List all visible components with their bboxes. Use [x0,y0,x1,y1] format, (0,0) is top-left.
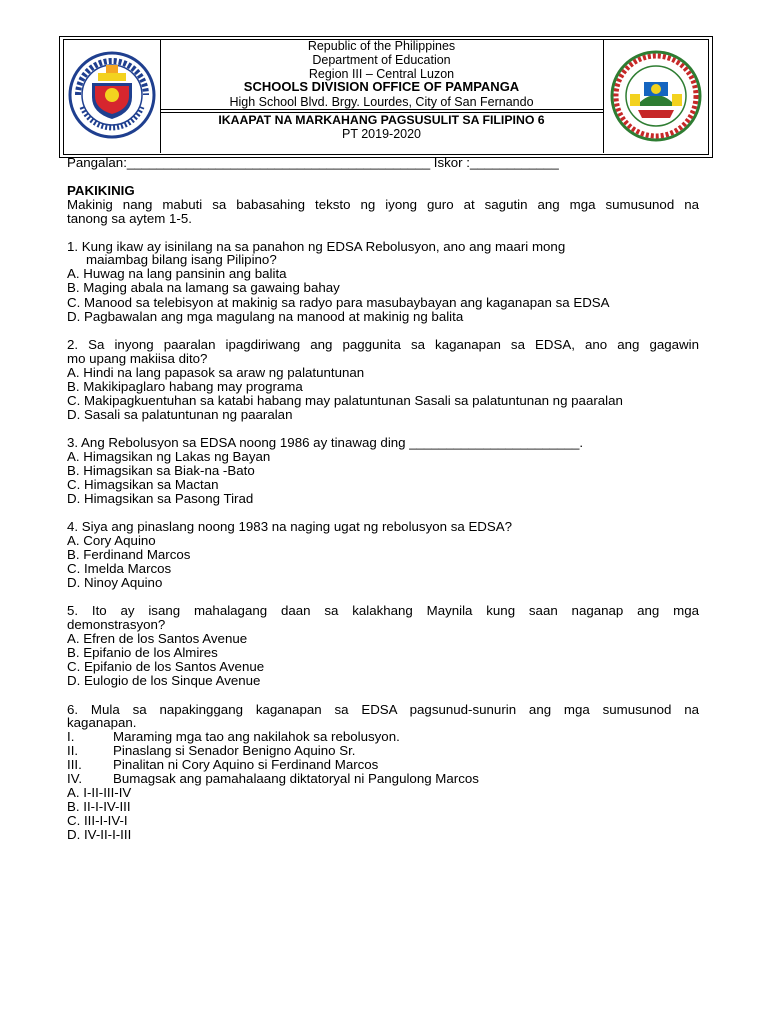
q6-choice-a: A. I-II-III-IV [67,785,132,800]
deped-seal-icon [68,43,156,147]
q3-stem: 3. Ang Rebolusyon sa EDSA noong 1986 ay tinawag ding _______________________. [67,435,584,450]
q6-choice-d: D. IV-II-I-III [67,827,132,842]
q3-choice-d: D. Himagsikan sa Pasong Tirad [67,491,254,506]
q5-choice-d: D. Eulogio de los Sinque Avenue [67,673,261,688]
q1-choice-a: A. Huwag na lang pansinin ang balita [67,266,287,281]
q6-event-1-num: I. [67,729,75,744]
q3-choice-b: B. Himagsikan sa Biak-na -Bato [67,463,255,478]
q6-event-3-text: Pinalitan ni Cory Aquino si Ferdinand Marcos [113,757,379,772]
q3-choice-c: C. Himagsikan sa Mactan [67,477,219,492]
instruction-line-1: Makinig nang mabuti sa babasahing teksto ng iyong guro at sagutin ang mga sumusunod na [67,197,699,212]
q2-stem-line-1: 2. Sa inyong paaralan ipagdiriwang ang paggunita sa kaganapan sa EDSA, ano ang gagawin [67,337,699,352]
header-address: High School Blvd. Brgy. Lourdes, City of San Fernando [229,95,534,109]
header-divider-right [603,39,604,153]
q2-choice-a: A. Hindi na lang papasok sa araw ng palatuntunan [67,365,365,380]
q4-stem: 4. Siya ang pinaslang noong 1983 na naging ugat ng rebolusyon sa EDSA? [67,519,513,534]
instruction-line-2: tanong sa aytem 1-5. [67,211,192,226]
q1-choice-c: C. Manood sa telebisyon at makinig sa radyo para masubaybayan ang kaganapan sa EDSA [67,295,610,310]
q2-choice-c: C. Makipagkuentuhan sa katabi habang may palatuntunan Sasali sa palatuntunan ng paaralan [67,393,623,408]
header-republic: Republic of the Philippines [307,39,456,53]
division-seal-icon [608,44,704,148]
deped-seal-left [68,43,156,152]
q6-event-2-num: II. [67,743,79,758]
q3-choice-a: A. Himagsikan ng Lakas ng Bayan [67,449,271,464]
q6-event-4-text: Bumagsak ang pamahalaang diktatoryal ni Pangulong Marcos [113,771,479,786]
header-rule-top [160,109,603,110]
q6-event-1-text: Maraming mga tao ang nakilahok sa rebolusyon. [113,729,400,744]
q2-stem-line-2: mo upang makiisa dito? [67,351,208,366]
division-seal-right [608,44,704,153]
q5-stem-line-2: demonstrasyon? [67,617,166,632]
q6-stem-line-1: 6. Mula sa napakinggang kaganapan sa EDSA pagsunud-sunurin ang mga sumusunod na [67,702,699,717]
q6-event-4-num: IV. [67,771,83,786]
q5-stem-line-1: 5. Ito ay isang mahalagang daan sa kalakhang Maynila kung saan naganap ang mga [67,603,699,618]
q4-choice-d: D. Ninoy Aquino [67,575,163,590]
name-score-line: Pangalan:_________________________________________ Iskor :____________ [67,155,559,170]
header-department: Department of Education [312,53,451,67]
header-region: Region III – Central Luzon [308,67,455,81]
q4-choice-a: A. Cory Aquino [67,533,156,548]
q6-choice-b: B. II-I-IV-III [67,799,131,814]
q1-stem-line-2: maiambag bilang isang Pilipino? [86,252,277,267]
q1-choice-b: B. Maging abala na lamang sa gawaing bahay [67,280,340,295]
q6-choice-c: C. III-I-IV-I [67,813,128,828]
exam-title: IKAAPAT NA MARKAHANG PAGSUSULIT SA FILIPINO 6 [218,113,545,127]
q5-choice-a: A. Efren de los Santos Avenue [67,631,248,646]
q4-choice-c: C. Imelda Marcos [67,561,172,576]
q2-choice-d: D. Sasali sa palatuntunan ng paaralan [67,407,293,422]
section-heading: PAKIKINIG [67,183,135,198]
q5-choice-b: B. Epifanio de los Almires [67,645,218,660]
q1-stem-line-1: 1. Kung ikaw ay isinilang na sa panahon ng EDSA Rebolusyon, ano ang maari mong [67,239,566,254]
q6-event-2-text: Pinaslang si Senador Benigno Aquino Sr. [113,743,356,758]
school-year: PT 2019-2020 [342,127,421,141]
q2-choice-b: B. Makikipaglaro habang may programa [67,379,303,394]
q1-choice-d: D. Pagbawalan ang mga magulang na manood at makinig ng balita [67,309,464,324]
q5-choice-c: C. Epifanio de los Santos Avenue [67,659,265,674]
q4-choice-b: B. Ferdinand Marcos [67,547,191,562]
q6-event-3-num: III. [67,757,82,772]
header-division: SCHOOLS DIVISION OFFICE OF PAMPANGA [243,79,520,94]
q6-stem-line-2: kaganapan. [67,715,137,730]
